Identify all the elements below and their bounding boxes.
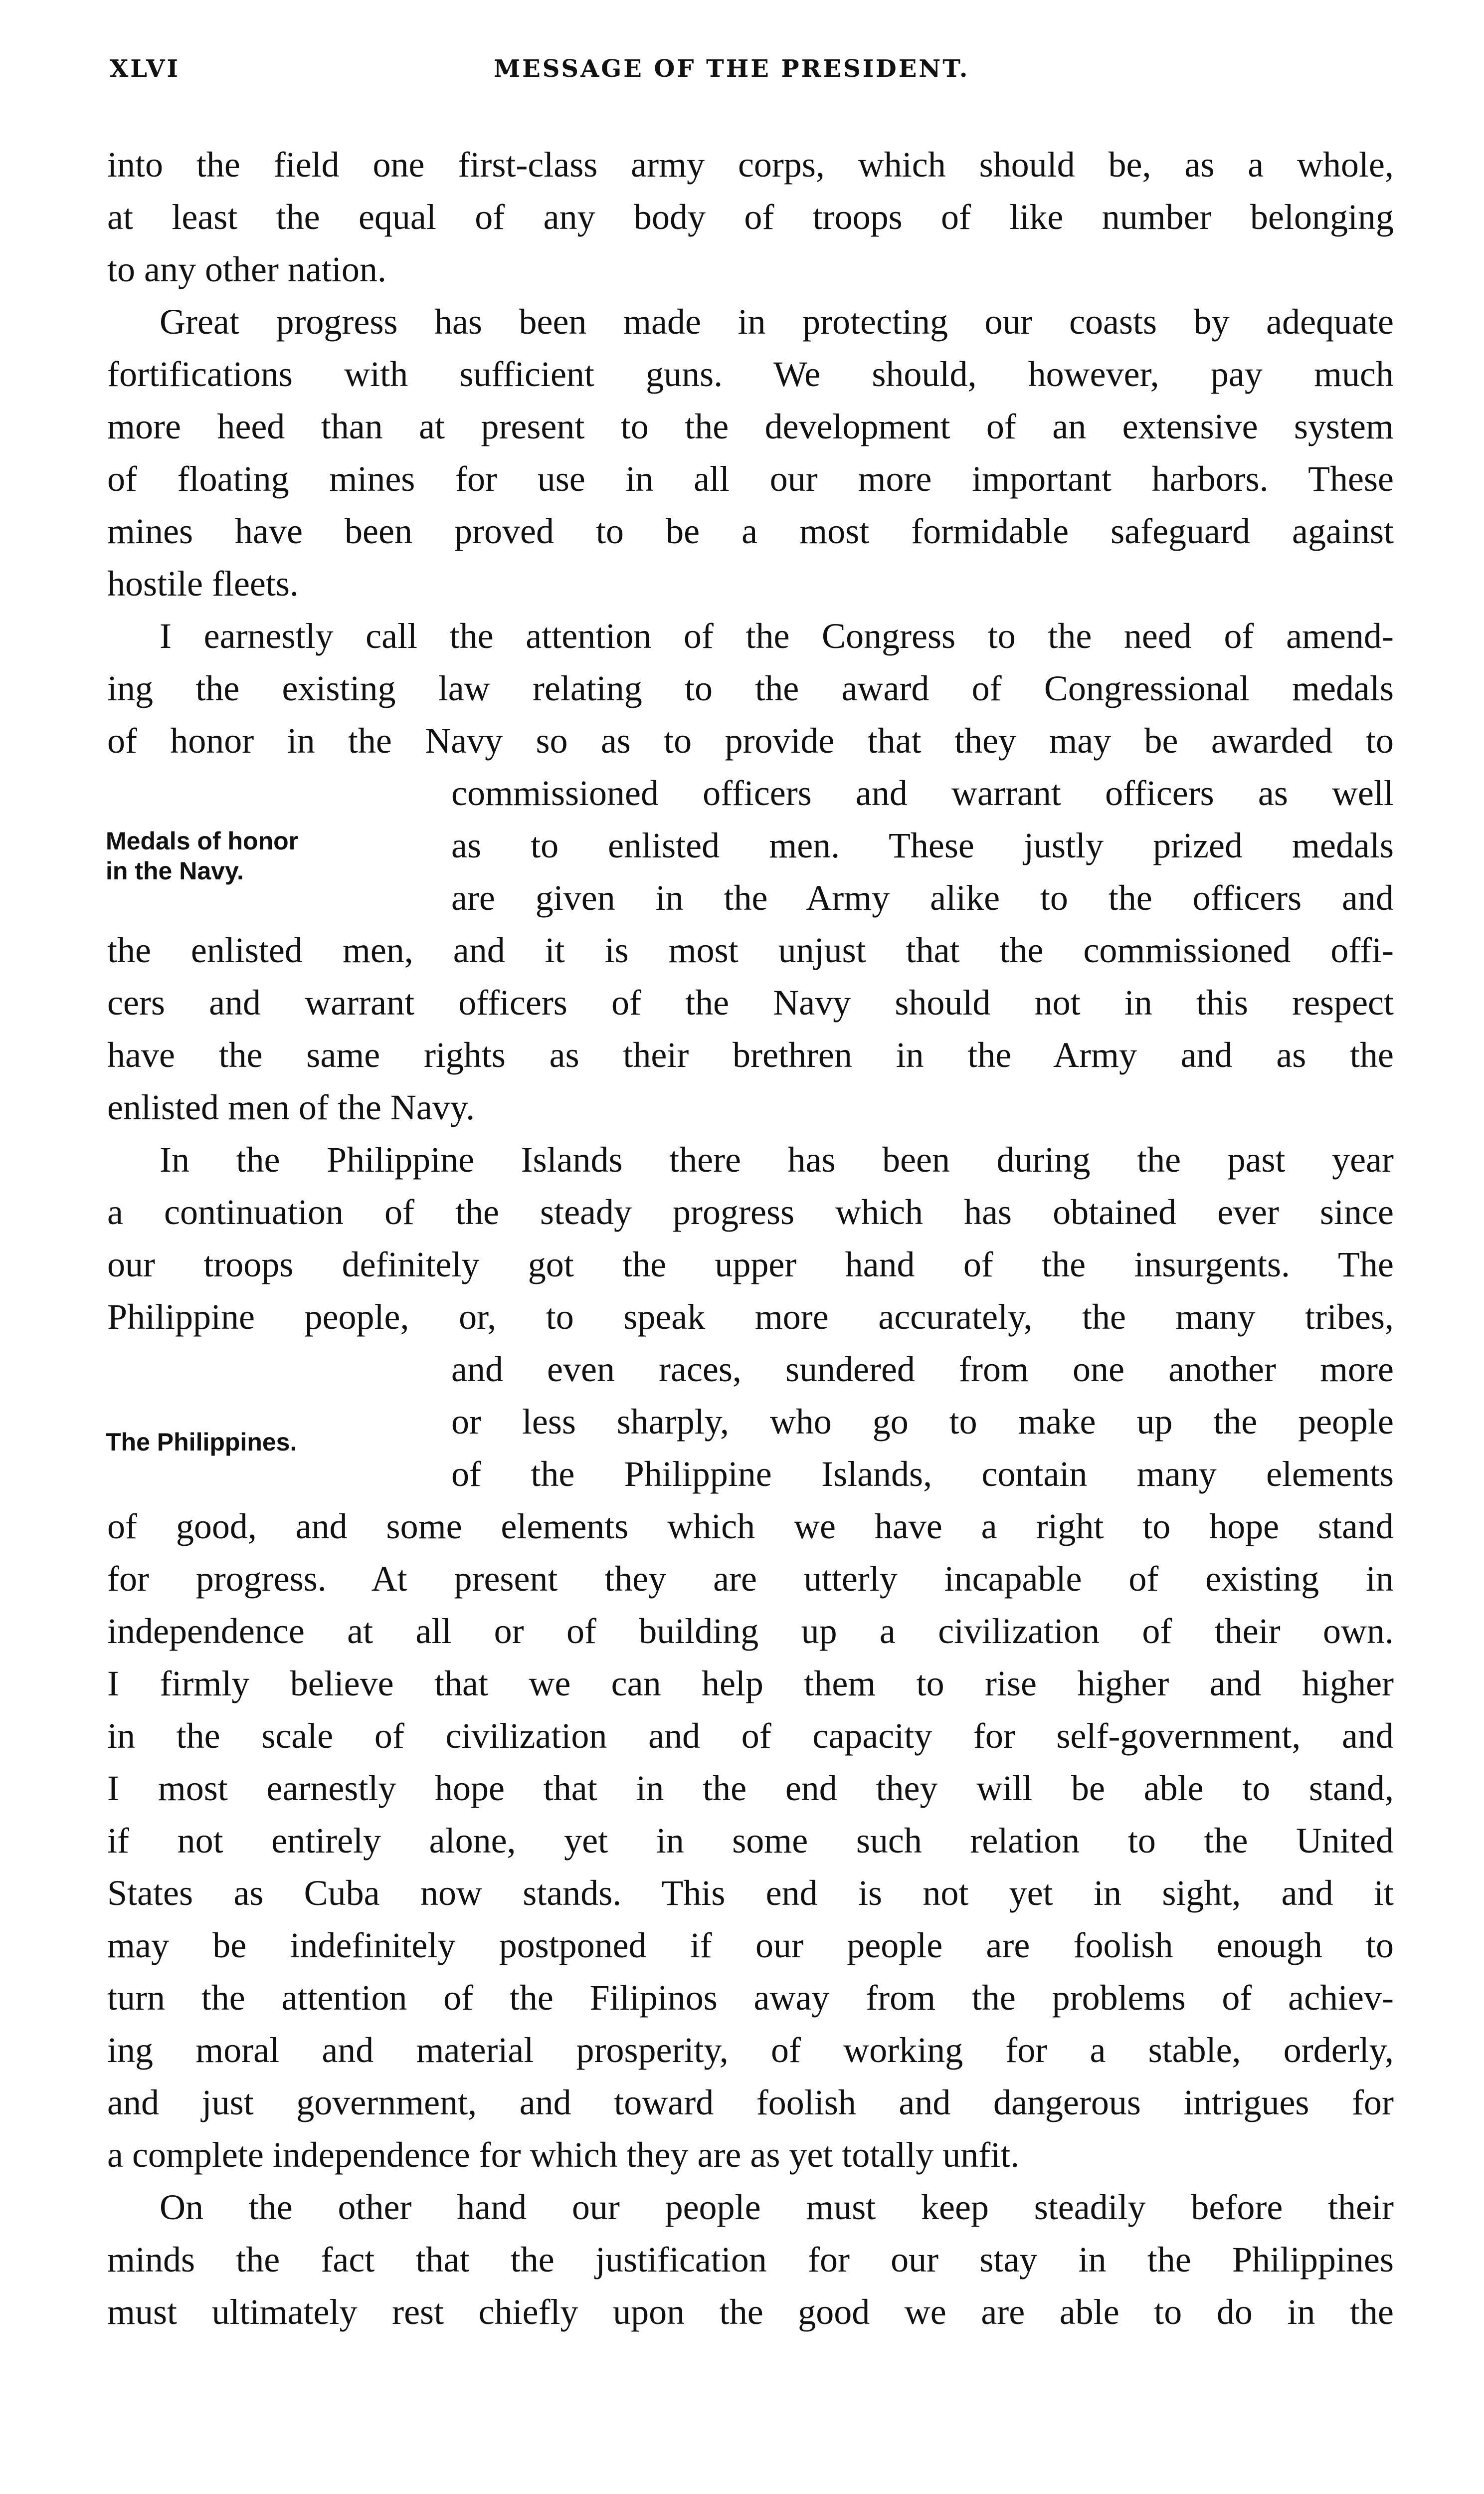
body-line: ing the existing law relating to the award of Congressional medals (107, 668, 1394, 708)
body-line: of honor in the Navy so as to provide that they may be awarded to (107, 721, 1394, 761)
body-line: On the other hand our people must keep steadily before their (160, 2187, 1394, 2227)
body-line: may be indefinitely postponed if our people are foolish enough to (107, 1925, 1394, 1965)
body-line: turn the attention of the Filipinos away from the problems of achiev- (107, 1978, 1394, 2018)
page-header (110, 55, 1406, 105)
body-line: if not entirely alone, yet in some such relation to the United (107, 1821, 1394, 1861)
body-line: at least the equal of any body of troops of like number belonging (107, 197, 1394, 237)
body-line: must ultimately rest chiefly upon the good we are able to do in the (107, 2292, 1394, 2332)
body-line: our troops definitely got the upper hand of the insurgents. The (107, 1245, 1394, 1284)
body-line: a continuation of the steady progress which has obtained ever since (107, 1192, 1394, 1232)
body-line: hostile fleets. (107, 564, 299, 604)
body-line: Great progress has been made in protecting our coasts by adequate (160, 302, 1394, 342)
body-line: independence at all or of building up a civilization of their own. (107, 1611, 1394, 1651)
sidenote-medals-line-2: in the Navy. (106, 857, 244, 885)
body-line: mines have been proved to be a most formidable safeguard against (107, 511, 1394, 551)
body-line: of good, and some elements which we have a right to hope stand (107, 1506, 1394, 1546)
body-line: enlisted men of the Navy. (107, 1087, 475, 1127)
body-line: are given in the Army alike to the officers and (451, 878, 1394, 918)
body-line: the enlisted men, and it is most unjust that the commissioned offi- (107, 930, 1394, 970)
body-line: to any other nation. (107, 249, 386, 289)
body-line: into the field one first-class army corps, which should be, as a whole, (107, 145, 1394, 185)
body-line: States as Cuba now stands. This end is not yet in sight, and it (107, 1873, 1394, 1913)
sidenote-philippines: The Philippines. (106, 1428, 297, 1456)
body-line: cers and warrant officers of the Navy should not in this respect (107, 983, 1394, 1023)
body-line: commissioned officers and warrant officers as well (451, 773, 1394, 813)
running-title: MESSAGE OF THE PRESIDENT. (494, 55, 970, 83)
body-line: for progress. At present they are utterly incapable of existing in (107, 1559, 1394, 1599)
body-line: I firmly believe that we can help them to rise higher and higher (107, 1663, 1394, 1703)
body-line: In the Philippine Islands there has been during the past year (160, 1140, 1394, 1180)
body-line: of the Philippine Islands, contain many elements (451, 1454, 1394, 1494)
body-line: ing moral and material prosperity, of working for a stable, orderly, (107, 2030, 1394, 2070)
body-line: Philippine people, or, to speak more accurately, the many tribes, (107, 1297, 1394, 1337)
body-line: I most earnestly hope that in the end they will be able to stand, (107, 1768, 1394, 1808)
sidenote-medals-line-1: Medals of honor (106, 827, 299, 855)
page-number: XLVI (110, 55, 180, 83)
body-line: of floating mines for use in all our more important harbors. These (107, 459, 1394, 499)
body-line: as to enlisted men. These justly prized medals (451, 826, 1394, 865)
body-line: have the same rights as their brethren in the Army and as the (107, 1035, 1394, 1075)
body-line: I earnestly call the attention of the Congress to the need of amend- (160, 616, 1394, 656)
body-line: and even races, sundered from one another more (451, 1349, 1394, 1389)
body-line: in the scale of civilization and of capacity for self-government, and (107, 1716, 1394, 1756)
body-line: minds the fact that the justification for our stay in the Philippines (107, 2240, 1394, 2280)
body-line: fortifications with sufficient guns. We should, however, pay much (107, 354, 1394, 394)
body-line: more heed than at present to the development of an extensive system (107, 407, 1394, 446)
body-line: a complete independence for which they are as yet totally unfit. (107, 2135, 1020, 2175)
body-line: or less sharply, who go to make up the people (451, 1402, 1394, 1442)
body-line: and just government, and toward foolish and dangerous intrigues for (107, 2082, 1394, 2122)
